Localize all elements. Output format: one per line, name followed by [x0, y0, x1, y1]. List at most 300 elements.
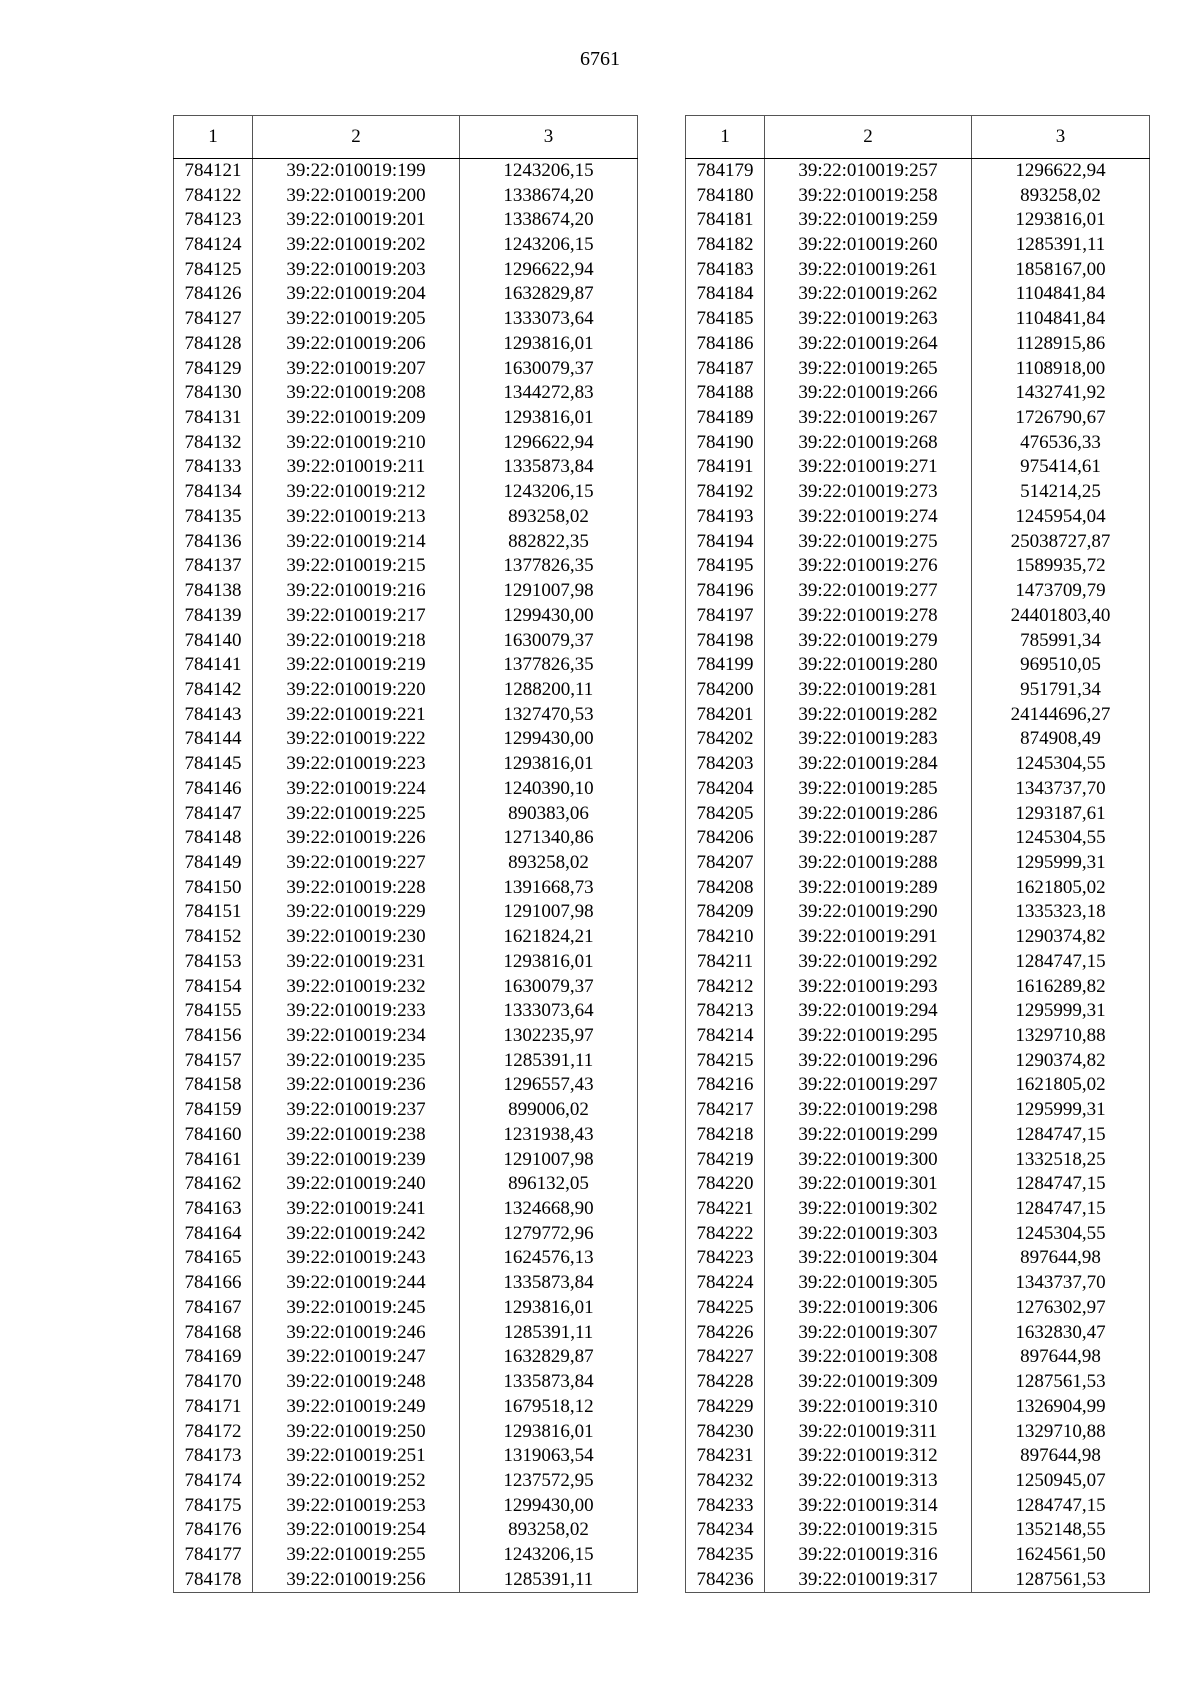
row-number-cell: 784148: [174, 826, 253, 851]
table-row: [174, 1567, 638, 1592]
cadastral-number-cell: 39:22:010019:268: [765, 430, 972, 455]
value-cell: 1624561,50: [972, 1543, 1150, 1568]
table-row: [174, 554, 638, 579]
value-cell: 1338674,20: [460, 183, 638, 208]
value-cell: 1630079,37: [460, 356, 638, 381]
row-number-cell: 784226: [686, 1320, 765, 1345]
value-cell: 1296622,94: [460, 257, 638, 282]
cadastral-number-cell: 39:22:010019:225: [253, 801, 460, 826]
table-row: [174, 1419, 638, 1444]
row-number-cell: 784190: [686, 430, 765, 455]
cadastral-number-cell: 39:22:010019:221: [253, 702, 460, 727]
table-row: [174, 1469, 638, 1494]
value-cell: 1296622,94: [972, 159, 1150, 184]
table-row: [174, 381, 638, 406]
cadastral-number-cell: 39:22:010019:216: [253, 579, 460, 604]
cadastral-number-cell: 39:22:010019:235: [253, 1048, 460, 1073]
value-cell: 1632829,87: [460, 1345, 638, 1370]
cadastral-number-cell: 39:22:010019:218: [253, 628, 460, 653]
cadastral-number-cell: 39:22:010019:310: [765, 1394, 972, 1419]
row-number-cell: 784145: [174, 752, 253, 777]
table-row: [686, 480, 1150, 505]
value-cell: 1621824,21: [460, 925, 638, 950]
column-header-2: 2: [253, 116, 460, 159]
cadastral-number-cell: 39:22:010019:205: [253, 307, 460, 332]
row-number-cell: 784227: [686, 1345, 765, 1370]
value-cell: 1271340,86: [460, 826, 638, 851]
cadastral-number-cell: 39:22:010019:302: [765, 1197, 972, 1222]
cadastral-number-cell: 39:22:010019:250: [253, 1419, 460, 1444]
cadastral-number-cell: 39:22:010019:293: [765, 974, 972, 999]
table-row: [174, 653, 638, 678]
row-number-cell: 784159: [174, 1098, 253, 1123]
cadastral-number-cell: 39:22:010019:217: [253, 603, 460, 628]
column-header-3: 3: [460, 116, 638, 159]
cadastral-number-cell: 39:22:010019:260: [765, 233, 972, 258]
cadastral-number-cell: 39:22:010019:295: [765, 1024, 972, 1049]
value-cell: 1245304,55: [972, 1221, 1150, 1246]
cadastral-number-cell: 39:22:010019:254: [253, 1518, 460, 1543]
table-row: [686, 678, 1150, 703]
table-row: [686, 1419, 1150, 1444]
cadastral-number-cell: 39:22:010019:228: [253, 875, 460, 900]
row-number-cell: 784140: [174, 628, 253, 653]
value-cell: 24144696,27: [972, 702, 1150, 727]
row-number-cell: 784180: [686, 183, 765, 208]
cadastral-number-cell: 39:22:010019:251: [253, 1444, 460, 1469]
cadastral-number-cell: 39:22:010019:223: [253, 752, 460, 777]
table-row: [686, 257, 1150, 282]
cadastral-number-cell: 39:22:010019:314: [765, 1493, 972, 1518]
table-header-row: [686, 116, 1150, 159]
table-row: [686, 1394, 1150, 1419]
cadastral-number-cell: 39:22:010019:220: [253, 678, 460, 703]
table-row: [686, 1493, 1150, 1518]
table-row: [686, 826, 1150, 851]
cadastral-number-cell: 39:22:010019:264: [765, 332, 972, 357]
row-number-cell: 784202: [686, 727, 765, 752]
row-number-cell: 784213: [686, 999, 765, 1024]
value-cell: 893258,02: [460, 851, 638, 876]
table-row: [686, 1567, 1150, 1592]
table-row: [174, 480, 638, 505]
table-row: [174, 851, 638, 876]
row-number-cell: 784219: [686, 1147, 765, 1172]
row-number-cell: 784206: [686, 826, 765, 851]
cadastral-number-cell: 39:22:010019:280: [765, 653, 972, 678]
value-cell: 1293816,01: [460, 1419, 638, 1444]
value-cell: 1329710,88: [972, 1024, 1150, 1049]
cadastral-number-cell: 39:22:010019:252: [253, 1469, 460, 1494]
table-row: [686, 1320, 1150, 1345]
row-number-cell: 784163: [174, 1197, 253, 1222]
cadastral-number-cell: 39:22:010019:267: [765, 406, 972, 431]
table-row: [686, 974, 1150, 999]
row-number-cell: 784188: [686, 381, 765, 406]
row-number-cell: 784156: [174, 1024, 253, 1049]
table-row: [686, 1098, 1150, 1123]
value-cell: 1296557,43: [460, 1073, 638, 1098]
value-cell: 1299430,00: [460, 1493, 638, 1518]
row-number-cell: 784231: [686, 1444, 765, 1469]
value-cell: 1293816,01: [460, 950, 638, 975]
value-cell: 785991,34: [972, 628, 1150, 653]
row-number-cell: 784189: [686, 406, 765, 431]
table-row: [686, 1147, 1150, 1172]
value-cell: 514214,25: [972, 480, 1150, 505]
row-number-cell: 784137: [174, 554, 253, 579]
row-number-cell: 784121: [174, 159, 253, 184]
value-cell: 1243206,15: [460, 480, 638, 505]
row-number-cell: 784174: [174, 1469, 253, 1494]
value-cell: 1293187,61: [972, 801, 1150, 826]
table-row: [174, 455, 638, 480]
cadastral-number-cell: 39:22:010019:210: [253, 430, 460, 455]
value-cell: 1108918,00: [972, 356, 1150, 381]
table-row: [174, 406, 638, 431]
row-number-cell: 784201: [686, 702, 765, 727]
value-cell: 1377826,35: [460, 653, 638, 678]
row-number-cell: 784225: [686, 1296, 765, 1321]
cadastral-number-cell: 39:22:010019:315: [765, 1518, 972, 1543]
row-number-cell: 784176: [174, 1518, 253, 1543]
table-row: [686, 752, 1150, 777]
column-header-1: 1: [174, 116, 253, 159]
value-cell: 25038727,87: [972, 529, 1150, 554]
value-cell: 1293816,01: [460, 752, 638, 777]
row-number-cell: 784192: [686, 480, 765, 505]
table-row: [174, 925, 638, 950]
cadastral-number-cell: 39:22:010019:253: [253, 1493, 460, 1518]
row-number-cell: 784173: [174, 1444, 253, 1469]
row-number-cell: 784184: [686, 282, 765, 307]
table-row: [174, 776, 638, 801]
row-number-cell: 784127: [174, 307, 253, 332]
cadastral-number-cell: 39:22:010019:244: [253, 1271, 460, 1296]
value-cell: 1335873,84: [460, 1271, 638, 1296]
cadastral-number-cell: 39:22:010019:245: [253, 1296, 460, 1321]
table-row: [174, 974, 638, 999]
cadastral-number-cell: 39:22:010019:273: [765, 480, 972, 505]
value-cell: 1287561,53: [972, 1567, 1150, 1592]
table-row: [686, 1518, 1150, 1543]
table-row: [686, 1123, 1150, 1148]
table-row: [686, 801, 1150, 826]
cadastral-number-cell: 39:22:010019:289: [765, 875, 972, 900]
value-cell: 1290374,82: [972, 1048, 1150, 1073]
value-cell: 1329710,88: [972, 1419, 1150, 1444]
cadastral-number-cell: 39:22:010019:312: [765, 1444, 972, 1469]
row-number-cell: 784216: [686, 1073, 765, 1098]
value-cell: 1621805,02: [972, 875, 1150, 900]
row-number-cell: 784161: [174, 1147, 253, 1172]
table-row: [686, 505, 1150, 530]
table-row: [686, 332, 1150, 357]
value-cell: 1104841,84: [972, 282, 1150, 307]
row-number-cell: 784217: [686, 1098, 765, 1123]
table-row: [174, 1543, 638, 1568]
table-row: [174, 1345, 638, 1370]
cadastral-number-cell: 39:22:010019:232: [253, 974, 460, 999]
column-header-3: 3: [972, 116, 1150, 159]
value-cell: 896132,05: [460, 1172, 638, 1197]
cadastral-number-cell: 39:22:010019:229: [253, 900, 460, 925]
row-number-cell: 784220: [686, 1172, 765, 1197]
row-number-cell: 784150: [174, 875, 253, 900]
table-row: [174, 1493, 638, 1518]
row-number-cell: 784166: [174, 1271, 253, 1296]
cadastral-number-cell: 39:22:010019:309: [765, 1370, 972, 1395]
table-row: [174, 430, 638, 455]
table-row: [174, 1024, 638, 1049]
table-row: [686, 455, 1150, 480]
row-number-cell: 784128: [174, 332, 253, 357]
cadastral-number-cell: 39:22:010019:292: [765, 950, 972, 975]
row-number-cell: 784124: [174, 233, 253, 258]
cadastral-number-cell: 39:22:010019:240: [253, 1172, 460, 1197]
value-cell: 1279772,96: [460, 1221, 638, 1246]
table-row: [686, 702, 1150, 727]
table-row: [174, 529, 638, 554]
cadastral-number-cell: 39:22:010019:257: [765, 159, 972, 184]
table-row: [174, 1271, 638, 1296]
value-cell: 897644,98: [972, 1444, 1150, 1469]
row-number-cell: 784123: [174, 208, 253, 233]
row-number-cell: 784149: [174, 851, 253, 876]
value-cell: 1284747,15: [972, 950, 1150, 975]
row-number-cell: 784182: [686, 233, 765, 258]
cadastral-number-cell: 39:22:010019:231: [253, 950, 460, 975]
cadastral-number-cell: 39:22:010019:316: [765, 1543, 972, 1568]
cadastral-number-cell: 39:22:010019:263: [765, 307, 972, 332]
table-row: [174, 752, 638, 777]
table-row: [174, 900, 638, 925]
row-number-cell: 784135: [174, 505, 253, 530]
value-cell: 1326904,99: [972, 1394, 1150, 1419]
value-cell: 1293816,01: [460, 332, 638, 357]
row-number-cell: 784181: [686, 208, 765, 233]
table-row: [174, 579, 638, 604]
value-cell: 1333073,64: [460, 999, 638, 1024]
value-cell: 1285391,11: [460, 1567, 638, 1592]
value-cell: 969510,05: [972, 653, 1150, 678]
cadastral-number-cell: 39:22:010019:248: [253, 1370, 460, 1395]
cadastral-number-cell: 39:22:010019:208: [253, 381, 460, 406]
cadastral-number-cell: 39:22:010019:219: [253, 653, 460, 678]
value-cell: 1276302,97: [972, 1296, 1150, 1321]
value-cell: 1284747,15: [972, 1172, 1150, 1197]
cadastral-number-cell: 39:22:010019:279: [765, 628, 972, 653]
value-cell: 1333073,64: [460, 307, 638, 332]
table-row: [174, 1048, 638, 1073]
cadastral-number-cell: 39:22:010019:226: [253, 826, 460, 851]
row-number-cell: 784178: [174, 1567, 253, 1592]
row-number-cell: 784131: [174, 406, 253, 431]
cadastral-number-cell: 39:22:010019:255: [253, 1543, 460, 1568]
table-row: [686, 653, 1150, 678]
value-cell: 1285391,11: [460, 1048, 638, 1073]
row-number-cell: 784158: [174, 1073, 253, 1098]
value-cell: 1243206,15: [460, 159, 638, 184]
row-number-cell: 784160: [174, 1123, 253, 1148]
table-row: [174, 233, 638, 258]
value-cell: 1284747,15: [972, 1197, 1150, 1222]
row-number-cell: 784200: [686, 678, 765, 703]
value-cell: 1299430,00: [460, 727, 638, 752]
row-number-cell: 784196: [686, 579, 765, 604]
value-cell: 1621805,02: [972, 1073, 1150, 1098]
row-number-cell: 784215: [686, 1048, 765, 1073]
value-cell: 1250945,07: [972, 1469, 1150, 1494]
table-row: [686, 1172, 1150, 1197]
row-number-cell: 784195: [686, 554, 765, 579]
row-number-cell: 784153: [174, 950, 253, 975]
cadastral-number-cell: 39:22:010019:265: [765, 356, 972, 381]
cadastral-number-cell: 39:22:010019:241: [253, 1197, 460, 1222]
value-cell: 1284747,15: [972, 1493, 1150, 1518]
row-number-cell: 784209: [686, 900, 765, 925]
cadastral-number-cell: 39:22:010019:222: [253, 727, 460, 752]
cadastral-number-cell: 39:22:010019:276: [765, 554, 972, 579]
value-cell: 975414,61: [972, 455, 1150, 480]
cadastral-number-cell: 39:22:010019:249: [253, 1394, 460, 1419]
cadastral-number-cell: 39:22:010019:214: [253, 529, 460, 554]
row-number-cell: 784223: [686, 1246, 765, 1271]
value-cell: 1245304,55: [972, 752, 1150, 777]
value-cell: 1335873,84: [460, 455, 638, 480]
value-cell: 476536,33: [972, 430, 1150, 455]
table-row: [686, 1246, 1150, 1271]
value-cell: 1377826,35: [460, 554, 638, 579]
row-number-cell: 784222: [686, 1221, 765, 1246]
cadastral-number-cell: 39:22:010019:247: [253, 1345, 460, 1370]
value-cell: 1632829,87: [460, 282, 638, 307]
column-header-2: 2: [765, 116, 972, 159]
table-row: [174, 1172, 638, 1197]
value-cell: 1616289,82: [972, 974, 1150, 999]
table-row: [174, 505, 638, 530]
row-number-cell: 784136: [174, 529, 253, 554]
cadastral-number-cell: 39:22:010019:303: [765, 1221, 972, 1246]
row-number-cell: 784168: [174, 1320, 253, 1345]
cadastral-number-cell: 39:22:010019:294: [765, 999, 972, 1024]
table-row: [174, 307, 638, 332]
table-row: [686, 1048, 1150, 1073]
cadastral-number-cell: 39:22:010019:308: [765, 1345, 972, 1370]
cadastral-number-cell: 39:22:010019:282: [765, 702, 972, 727]
cadastral-number-cell: 39:22:010019:307: [765, 1320, 972, 1345]
value-cell: 1104841,84: [972, 307, 1150, 332]
cadastral-number-cell: 39:22:010019:239: [253, 1147, 460, 1172]
row-number-cell: 784169: [174, 1345, 253, 1370]
row-number-cell: 784187: [686, 356, 765, 381]
cadastral-number-cell: 39:22:010019:224: [253, 776, 460, 801]
table-row: [686, 628, 1150, 653]
value-cell: 1335873,84: [460, 1370, 638, 1395]
table-row: [174, 1370, 638, 1395]
value-cell: 1243206,15: [460, 1543, 638, 1568]
row-number-cell: 784144: [174, 727, 253, 752]
table-row: [174, 356, 638, 381]
table-row: [686, 999, 1150, 1024]
row-number-cell: 784129: [174, 356, 253, 381]
table-row: [686, 1345, 1150, 1370]
row-number-cell: 784179: [686, 159, 765, 184]
table-row: [686, 356, 1150, 381]
cadastral-number-cell: 39:22:010019:237: [253, 1098, 460, 1123]
value-cell: 1335323,18: [972, 900, 1150, 925]
row-number-cell: 784165: [174, 1246, 253, 1271]
row-number-cell: 784162: [174, 1172, 253, 1197]
row-number-cell: 784214: [686, 1024, 765, 1049]
cadastral-number-cell: 39:22:010019:258: [765, 183, 972, 208]
value-cell: 1858167,00: [972, 257, 1150, 282]
value-cell: 1473709,79: [972, 579, 1150, 604]
cadastral-number-cell: 39:22:010019:207: [253, 356, 460, 381]
table-row: [174, 208, 638, 233]
table-row: [174, 159, 638, 184]
value-cell: 1338674,20: [460, 208, 638, 233]
value-cell: 1295999,31: [972, 851, 1150, 876]
value-cell: 1295999,31: [972, 999, 1150, 1024]
row-number-cell: 784232: [686, 1469, 765, 1494]
cadastral-number-cell: 39:22:010019:238: [253, 1123, 460, 1148]
value-cell: 1291007,98: [460, 900, 638, 925]
value-cell: 951791,34: [972, 678, 1150, 703]
cadastral-number-cell: 39:22:010019:301: [765, 1172, 972, 1197]
table-row: [174, 1073, 638, 1098]
row-number-cell: 784218: [686, 1123, 765, 1148]
row-number-cell: 784233: [686, 1493, 765, 1518]
table-row: [686, 159, 1150, 184]
cadastral-number-cell: 39:22:010019:202: [253, 233, 460, 258]
table-row: [174, 1444, 638, 1469]
table-row: [174, 1098, 638, 1123]
cadastral-number-cell: 39:22:010019:298: [765, 1098, 972, 1123]
cadastral-number-cell: 39:22:010019:211: [253, 455, 460, 480]
cadastral-number-cell: 39:22:010019:200: [253, 183, 460, 208]
table-row: [174, 1518, 638, 1543]
table-row: [174, 1246, 638, 1271]
table-row: [686, 1296, 1150, 1321]
table-row: [686, 1197, 1150, 1222]
table-row: [686, 208, 1150, 233]
cadastral-number-cell: 39:22:010019:246: [253, 1320, 460, 1345]
cadastral-number-cell: 39:22:010019:278: [765, 603, 972, 628]
row-number-cell: 784141: [174, 653, 253, 678]
value-cell: 1288200,11: [460, 678, 638, 703]
value-cell: 1352148,55: [972, 1518, 1150, 1543]
value-cell: 1291007,98: [460, 579, 638, 604]
table-row: [686, 851, 1150, 876]
value-cell: 24401803,40: [972, 603, 1150, 628]
cadastral-number-cell: 39:22:010019:215: [253, 554, 460, 579]
table-row: [686, 1469, 1150, 1494]
row-number-cell: 784157: [174, 1048, 253, 1073]
row-number-cell: 784235: [686, 1543, 765, 1568]
cadastral-number-cell: 39:22:010019:206: [253, 332, 460, 357]
cadastral-number-cell: 39:22:010019:306: [765, 1296, 972, 1321]
value-cell: 1679518,12: [460, 1394, 638, 1419]
value-cell: 897644,98: [972, 1246, 1150, 1271]
cadastral-number-cell: 39:22:010019:274: [765, 505, 972, 530]
cadastral-number-cell: 39:22:010019:209: [253, 406, 460, 431]
table-body-left: [174, 159, 638, 1593]
row-number-cell: 784212: [686, 974, 765, 999]
cadastral-number-cell: 39:22:010019:277: [765, 579, 972, 604]
value-cell: 893258,02: [460, 505, 638, 530]
row-number-cell: 784132: [174, 430, 253, 455]
